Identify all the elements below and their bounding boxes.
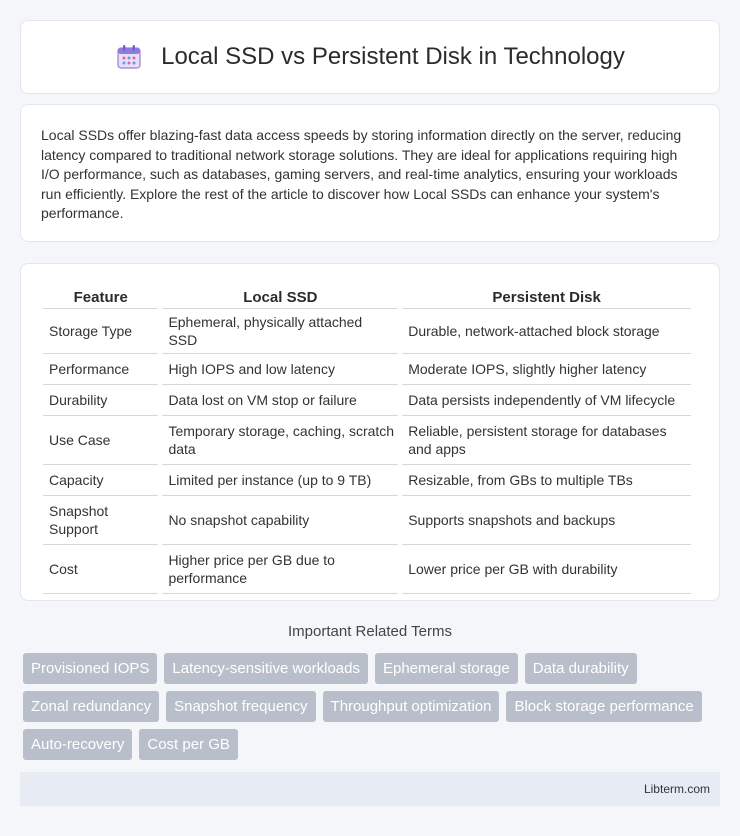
feature-cell: Capacity [43,465,158,496]
table-row [43,354,691,385]
persistent-disk-cell: Data persists independently of VM lifecycle [402,385,691,416]
local-ssd-cell: Higher price per GB due to performance [162,545,398,594]
tag-throughput-optimization[interactable]: Throughput optimization [323,691,500,722]
table-row [43,416,691,465]
related-terms-list [23,653,723,760]
local-ssd-cell: Temporary storage, caching, scratch data [162,416,398,465]
feature-cell: Performance [43,354,158,385]
feature-cell: Snapshot Support [43,496,158,545]
feature-cell: Use Case [43,416,158,465]
page-title: Local SSD vs Persistent Disk in Technology [161,43,625,70]
table-row [43,465,691,496]
tag-snapshot-frequency[interactable]: Snapshot frequency [166,691,315,722]
comparison-table [39,287,695,594]
persistent-disk-cell: Moderate IOPS, slightly higher latency [402,354,691,385]
table-row [43,309,691,354]
persistent-disk-cell: Reliable, persistent storage for databases and apps [402,416,691,465]
calendar-icon [115,43,143,71]
header-persistent-disk: Persistent Disk [402,287,691,309]
feature-cell: Durability [43,385,158,416]
header-feature: Feature [43,287,158,309]
persistent-disk-cell: Supports snapshots and backups [402,496,691,545]
tag-provisioned-iops[interactable]: Provisioned IOPS [23,653,157,684]
persistent-disk-cell: Durable, network-attached block storage [402,309,691,354]
local-ssd-cell: Data lost on VM stop or failure [162,385,398,416]
tag-zonal-redundancy[interactable]: Zonal redundancy [23,691,159,722]
local-ssd-cell: Ephemeral, physically attached SSD [162,309,398,354]
tag-cost-per-gb[interactable]: Cost per GB [139,729,238,760]
table-header-row [43,287,691,309]
persistent-disk-cell: Resizable, from GBs to multiple TBs [402,465,691,496]
tag-block-storage-performance[interactable]: Block storage performance [506,691,701,722]
tag-data-durability[interactable]: Data durability [525,653,637,684]
table-row [43,385,691,416]
table-row [43,496,691,545]
intro-card [20,104,720,242]
comparison-table-card [20,263,720,601]
feature-cell: Cost [43,545,158,594]
footer-site-link[interactable]: Libterm.com [643,782,710,796]
footer [20,772,720,806]
header-local-ssd: Local SSD [162,287,398,309]
tag-auto-recovery[interactable]: Auto-recovery [23,729,132,760]
header-card [20,20,720,94]
intro-text: Local SSDs offer blazing-fast data access speeds by storing information directly on the server, reducing latency compared to traditional network storage solutions. They are ideal for applications requiring high I/O performance, such as databases, gaming servers, and real-time analytics, ensuring your workloads run efficiently. Explore the rest of the article to discover how Local SSDs can enhance your system's performance. [41,127,682,222]
local-ssd-cell: No snapshot capability [162,496,398,545]
local-ssd-cell: Limited per instance (up to 9 TB) [162,465,398,496]
tag-latency-sensitive-workloads[interactable]: Latency-sensitive workloads [164,653,368,684]
tag-ephemeral-storage[interactable]: Ephemeral storage [375,653,518,684]
persistent-disk-cell: Lower price per GB with durability [402,545,691,594]
local-ssd-cell: High IOPS and low latency [162,354,398,385]
feature-cell: Storage Type [43,309,158,354]
related-terms-title: Important Related Terms [288,623,452,640]
table-row [43,545,691,594]
